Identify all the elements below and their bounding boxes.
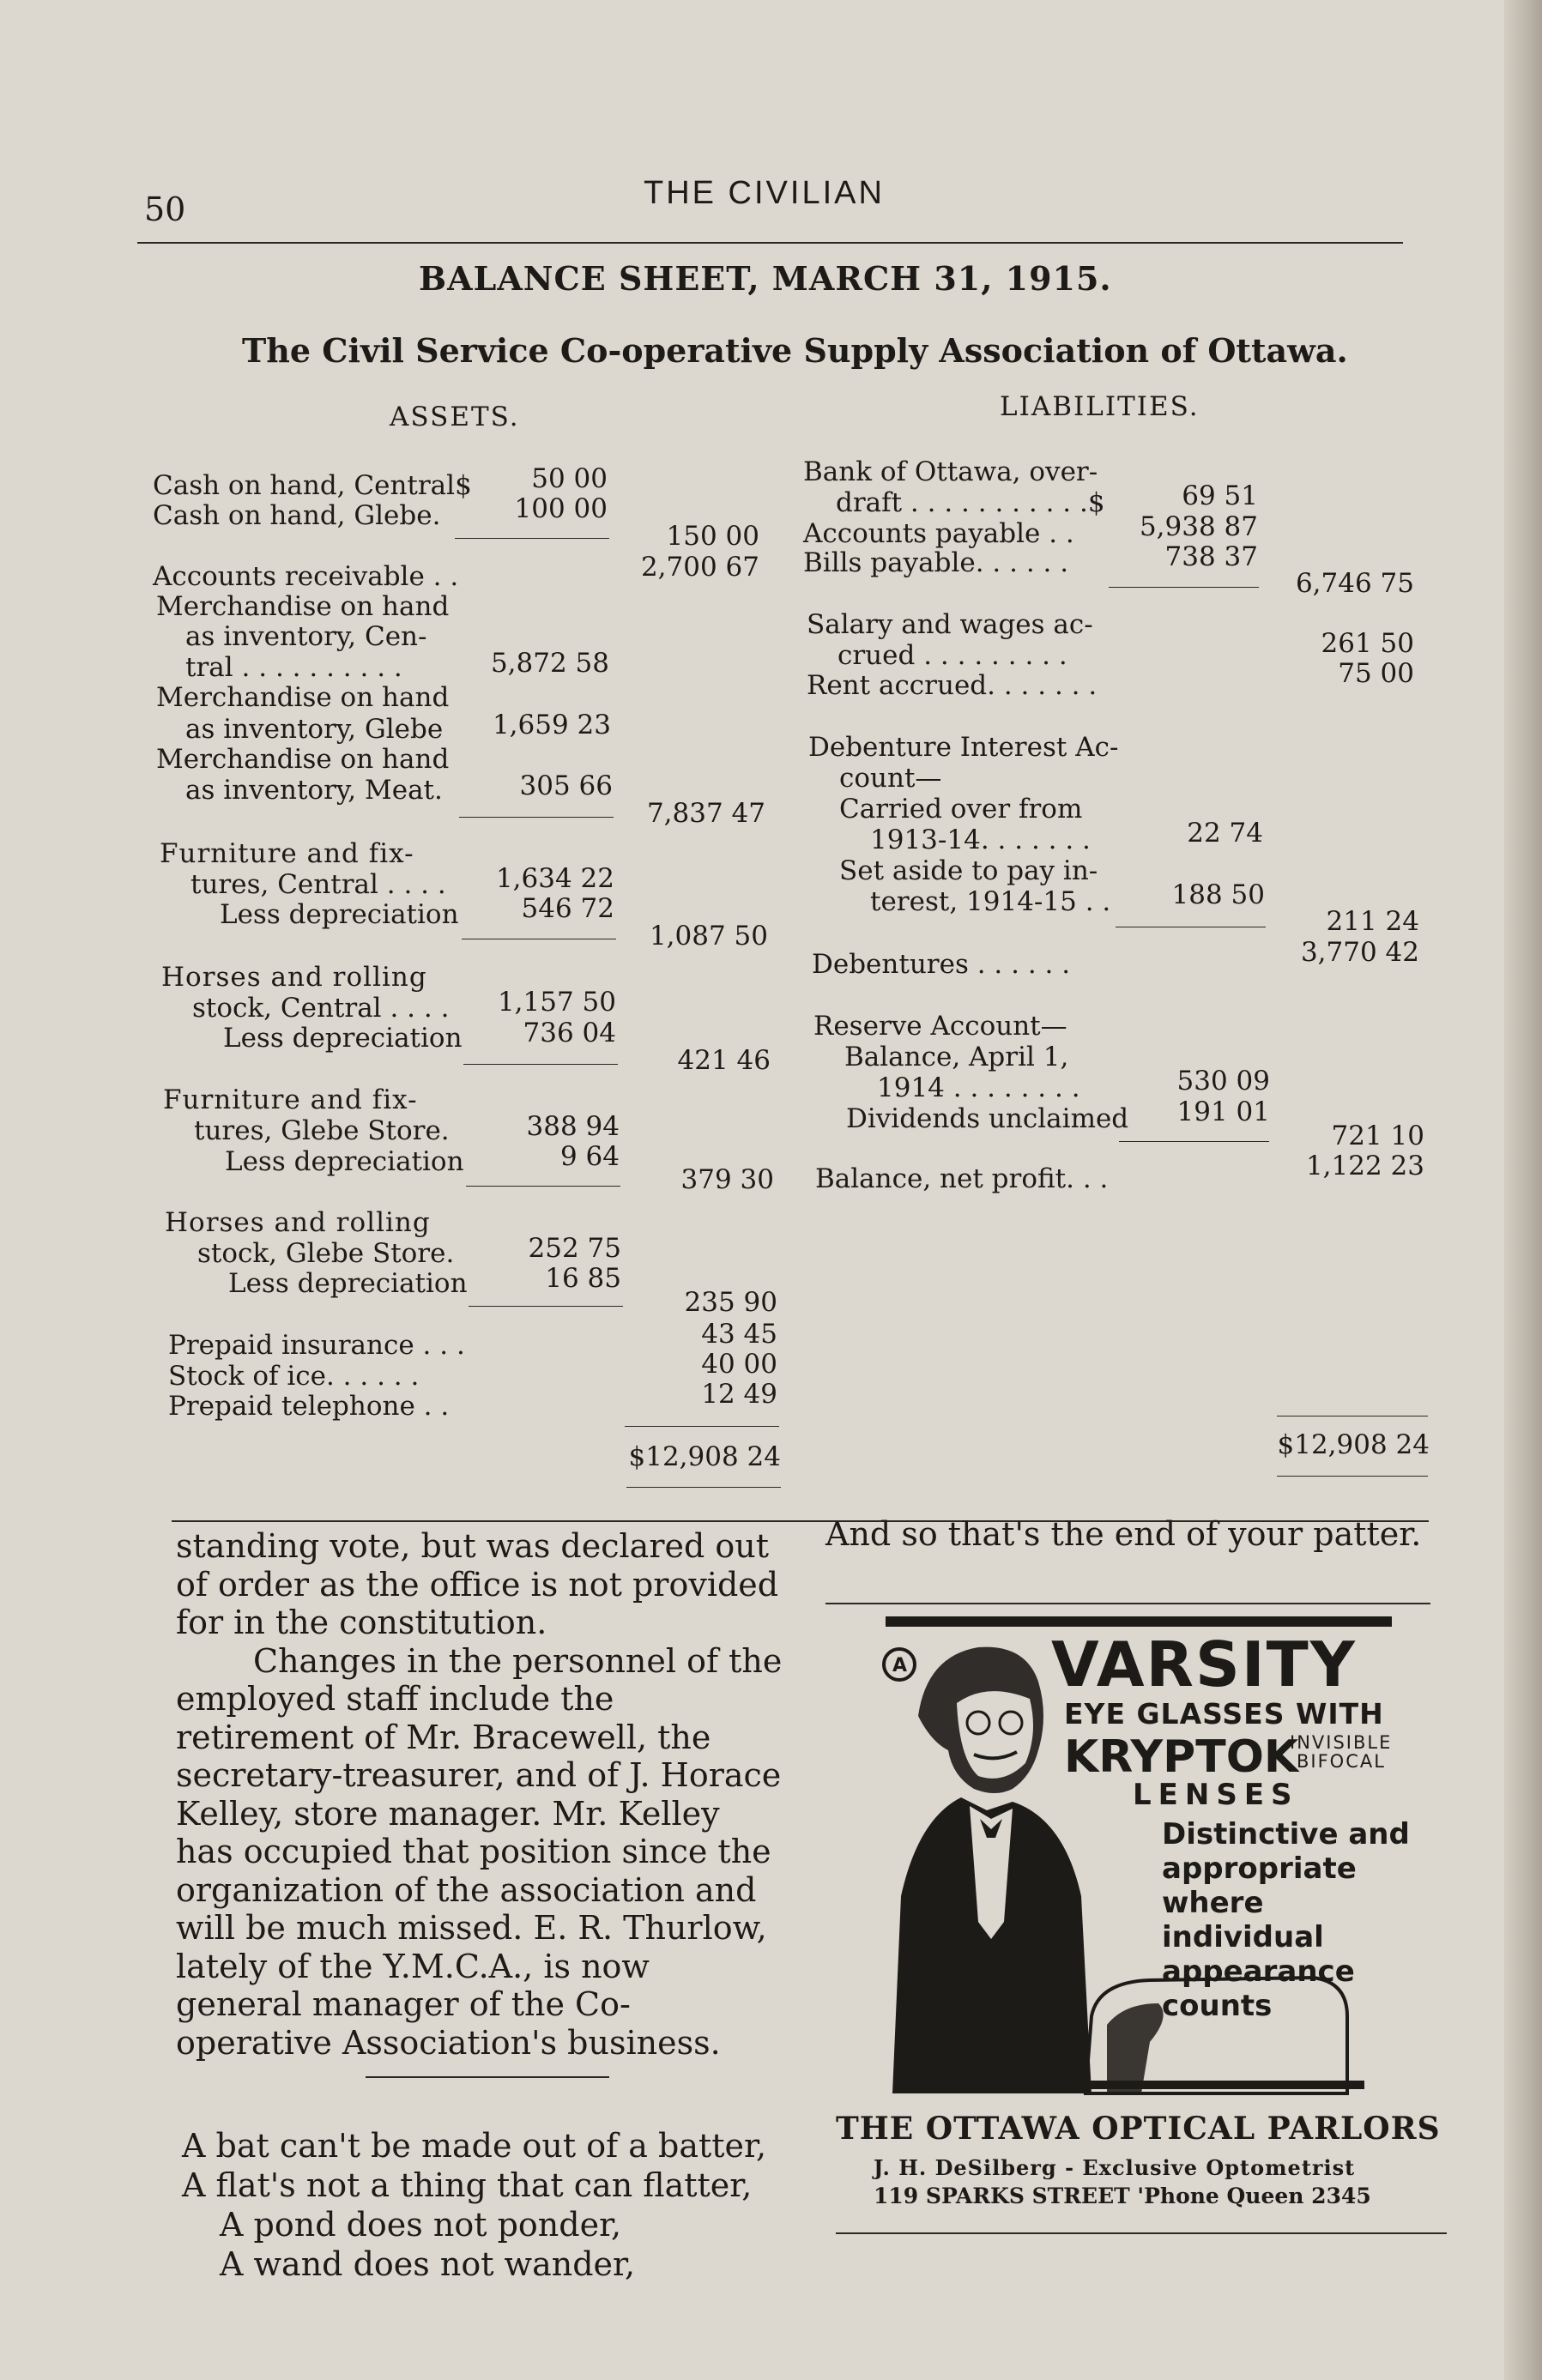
- divider-rule: [366, 2076, 609, 2078]
- liability-value: 530 09: [1176, 1066, 1270, 1096]
- ad-lenses: LENSES: [1133, 1778, 1299, 1812]
- asset-value: 5,872 58: [490, 648, 609, 679]
- ad-optometrist: J. H. DeSilberg - Exclusive Optometrist: [874, 2155, 1356, 2180]
- asset-total: 1,087 50: [649, 921, 768, 951]
- asset-label: Less depreciation: [223, 1023, 463, 1054]
- asset-total: 2,700 67: [640, 552, 759, 583]
- ad-tagline: Distinctive and appropriate where individual appearance counts: [1162, 1817, 1410, 2023]
- asset-value: 252 75: [528, 1233, 621, 1264]
- asset-label: tures, Central . . . .: [190, 869, 446, 900]
- poem-ending: [825, 1515, 1431, 1554]
- page-edge: [1504, 0, 1542, 2380]
- asset-label: as inventory, Glebe: [185, 714, 444, 745]
- asset-label: Merchandise on hand: [156, 591, 450, 622]
- asset-label: Merchandise on hand: [156, 682, 450, 713]
- header-rule: [137, 242, 1403, 244]
- liability-label: count—: [839, 763, 942, 794]
- ad-company: THE OTTAWA OPTICAL PARLORS: [836, 2111, 1441, 2147]
- asset-label: Less depreciation: [228, 1268, 468, 1299]
- liabilities-heading: LIABILITIES.: [1000, 391, 1200, 422]
- page-number: 50: [144, 190, 186, 228]
- ad-invisible: INVISIBLE: [1290, 1732, 1393, 1753]
- asset-value: 50 00: [531, 463, 608, 494]
- copyright-a-icon: A: [892, 1655, 908, 1676]
- liability-value: 188 50: [1171, 879, 1265, 910]
- table-edge-icon: [1064, 2081, 1364, 2089]
- asset-label: stock, Central . . . .: [192, 993, 450, 1024]
- liability-label: 1914 . . . . . . . .: [877, 1072, 1080, 1103]
- liability-label: Debenture Interest Ac-: [808, 732, 1119, 763]
- asset-label: Cash on hand, Glebe.: [153, 500, 441, 531]
- total-rule: [625, 1426, 779, 1427]
- liability-total: 721 10: [1331, 1121, 1424, 1151]
- ad-top-rule: [825, 1603, 1430, 1604]
- liability-label: Bills payable. . . . . .: [803, 547, 1069, 578]
- liability-total: 75 00: [1338, 658, 1414, 689]
- poem-ending-line: And so that's the end of your patter.: [825, 1515, 1422, 1553]
- asset-total: 7,837 47: [646, 798, 765, 829]
- asset-label: Merchandise on hand: [156, 744, 450, 775]
- article-paragraph: Changes in the personnel of the employed staff include the retirement of Mr. Bracewell, the secretary-treasurer, and of J. Horace Kelley, store manager. Mr. Kelley has occupied that position since the organization of the association and will be much missed. E. R. Thurlow, lately of the Y.M.C.A., is now general manager of the Co-operative Association's business.: [176, 1641, 783, 2062]
- liability-label: Balance, net profit. . .: [815, 1163, 1109, 1194]
- vase-icon: [1107, 2003, 1164, 2093]
- asset-total: 421 46: [677, 1045, 771, 1076]
- asset-total: 40 00: [701, 1349, 777, 1380]
- asset-value: 9 64: [559, 1141, 620, 1172]
- liability-label: draft . . . . . . . . . . .$: [836, 487, 1105, 518]
- asset-label: Accounts receivable . .: [153, 561, 459, 592]
- liability-label: Rent accrued. . . . . . .: [807, 670, 1098, 701]
- asset-label: Less depreciation: [220, 899, 459, 930]
- article-column: [176, 1527, 783, 2062]
- liability-label: Bank of Ottawa, over-: [803, 456, 1098, 487]
- poem: [182, 2126, 808, 2284]
- liability-value: 191 01: [1176, 1096, 1270, 1127]
- liability-value: 69 51: [1182, 480, 1258, 511]
- balance-sheet-subtitle: The Civil Service Co-operative Supply Association of Ottawa.: [242, 331, 1348, 370]
- liability-total: 211 24: [1326, 906, 1419, 937]
- poem-line: A bat can't be made out of a batter,: [182, 2127, 767, 2165]
- ad-line: EYE GLASSES WITH: [1064, 1697, 1384, 1731]
- liability-label: Salary and wages ac-: [807, 609, 1093, 640]
- asset-total: 12 49: [701, 1379, 777, 1410]
- liability-value: 5,938 87: [1139, 511, 1258, 542]
- balance-sheet-title: BALANCE SHEET, MARCH 31, 1915.: [419, 259, 1112, 298]
- liabilities-grand-total: $12,908 24: [1277, 1429, 1430, 1460]
- ad-kryptok: KRYPTOK: [1064, 1731, 1299, 1783]
- liability-label: Carried over from: [839, 794, 1083, 825]
- asset-total: 150 00: [666, 521, 759, 552]
- running-head: THE CIVILIAN: [644, 175, 885, 211]
- asset-label: Prepaid telephone . .: [168, 1391, 450, 1422]
- liability-value: 22 74: [1187, 818, 1263, 849]
- liability-label: Dividends unclaimed: [846, 1103, 1129, 1134]
- total-rule: [1277, 1416, 1428, 1417]
- asset-label: Horses and rolling: [165, 1207, 431, 1238]
- poem-line: A wand does not wander,: [220, 2245, 636, 2283]
- asset-label: as inventory, Meat.: [185, 775, 443, 806]
- asset-value: 305 66: [519, 770, 613, 801]
- asset-value: 736 04: [523, 1018, 616, 1048]
- assets-heading: ASSETS.: [390, 402, 520, 432]
- total-double-rule: [626, 1487, 781, 1488]
- asset-label: as inventory, Cen-: [185, 621, 427, 652]
- asset-label: Stock of ice. . . . . .: [168, 1361, 420, 1392]
- asset-label: stock, Glebe Store.: [197, 1238, 455, 1269]
- liability-label: 1913-14. . . . . . .: [870, 825, 1091, 855]
- article-paragraph: standing vote, but was declared out of order as the office is not provided for in the constitution.: [176, 1527, 779, 1641]
- liability-total: 6,746 75: [1295, 568, 1414, 599]
- liability-value: 738 37: [1164, 541, 1258, 572]
- asset-value: 1,634 22: [495, 863, 614, 894]
- ad-brand: VARSITY: [1051, 1628, 1357, 1700]
- assets-grand-total: $12,908 24: [628, 1441, 781, 1472]
- liability-label: Reserve Account—: [813, 1011, 1067, 1042]
- asset-label: tures, Glebe Store.: [194, 1115, 450, 1146]
- liability-label: Balance, April 1,: [844, 1042, 1069, 1072]
- asset-value: 546 72: [521, 893, 614, 924]
- ad-top-band: [886, 1616, 1392, 1627]
- poem-line: A pond does not ponder,: [220, 2206, 622, 2244]
- asset-total: 43 45: [701, 1319, 777, 1350]
- asset-label: Furniture and fix-: [163, 1084, 418, 1115]
- asset-label: tral . . . . . . . . . .: [185, 652, 402, 683]
- asset-value: 16 85: [545, 1263, 621, 1294]
- asset-value: 388 94: [526, 1111, 620, 1142]
- asset-label: Horses and rolling: [161, 962, 427, 993]
- liability-label: Set aside to pay in-: [839, 855, 1098, 886]
- liability-total: 1,122 23: [1305, 1151, 1424, 1181]
- asset-label: Less depreciation: [225, 1146, 464, 1177]
- liability-total: 3,770 42: [1300, 937, 1419, 968]
- asset-label: Cash on hand, Central$: [153, 470, 472, 501]
- liability-total: 261 50: [1321, 628, 1414, 659]
- ad-invisible-bifocal: [1290, 1733, 1392, 1771]
- liability-label: terest, 1914-15 . .: [870, 886, 1111, 917]
- ad-bottom-rule: [836, 2232, 1447, 2234]
- total-double-rule: [1277, 1476, 1428, 1477]
- asset-value: 1,157 50: [497, 987, 616, 1018]
- asset-label: Prepaid insurance . . .: [168, 1330, 465, 1361]
- liability-label: crued . . . . . . . . .: [838, 640, 1067, 671]
- poem-line: A flat's not a thing that can flatter,: [182, 2166, 753, 2204]
- liability-label: Accounts payable . .: [803, 518, 1074, 549]
- asset-value: 100 00: [514, 493, 608, 524]
- ad-bifocal: BIFOCAL: [1297, 1751, 1386, 1772]
- asset-value: 1,659 23: [492, 710, 611, 740]
- ad-address: 119 SPARKS STREET 'Phone Queen 2345: [874, 2184, 1371, 2208]
- liability-label: Debentures . . . . . .: [812, 949, 1071, 980]
- asset-total: 379 30: [680, 1164, 774, 1195]
- asset-total: 235 90: [684, 1287, 777, 1318]
- asset-label: Furniture and fix-: [160, 838, 414, 869]
